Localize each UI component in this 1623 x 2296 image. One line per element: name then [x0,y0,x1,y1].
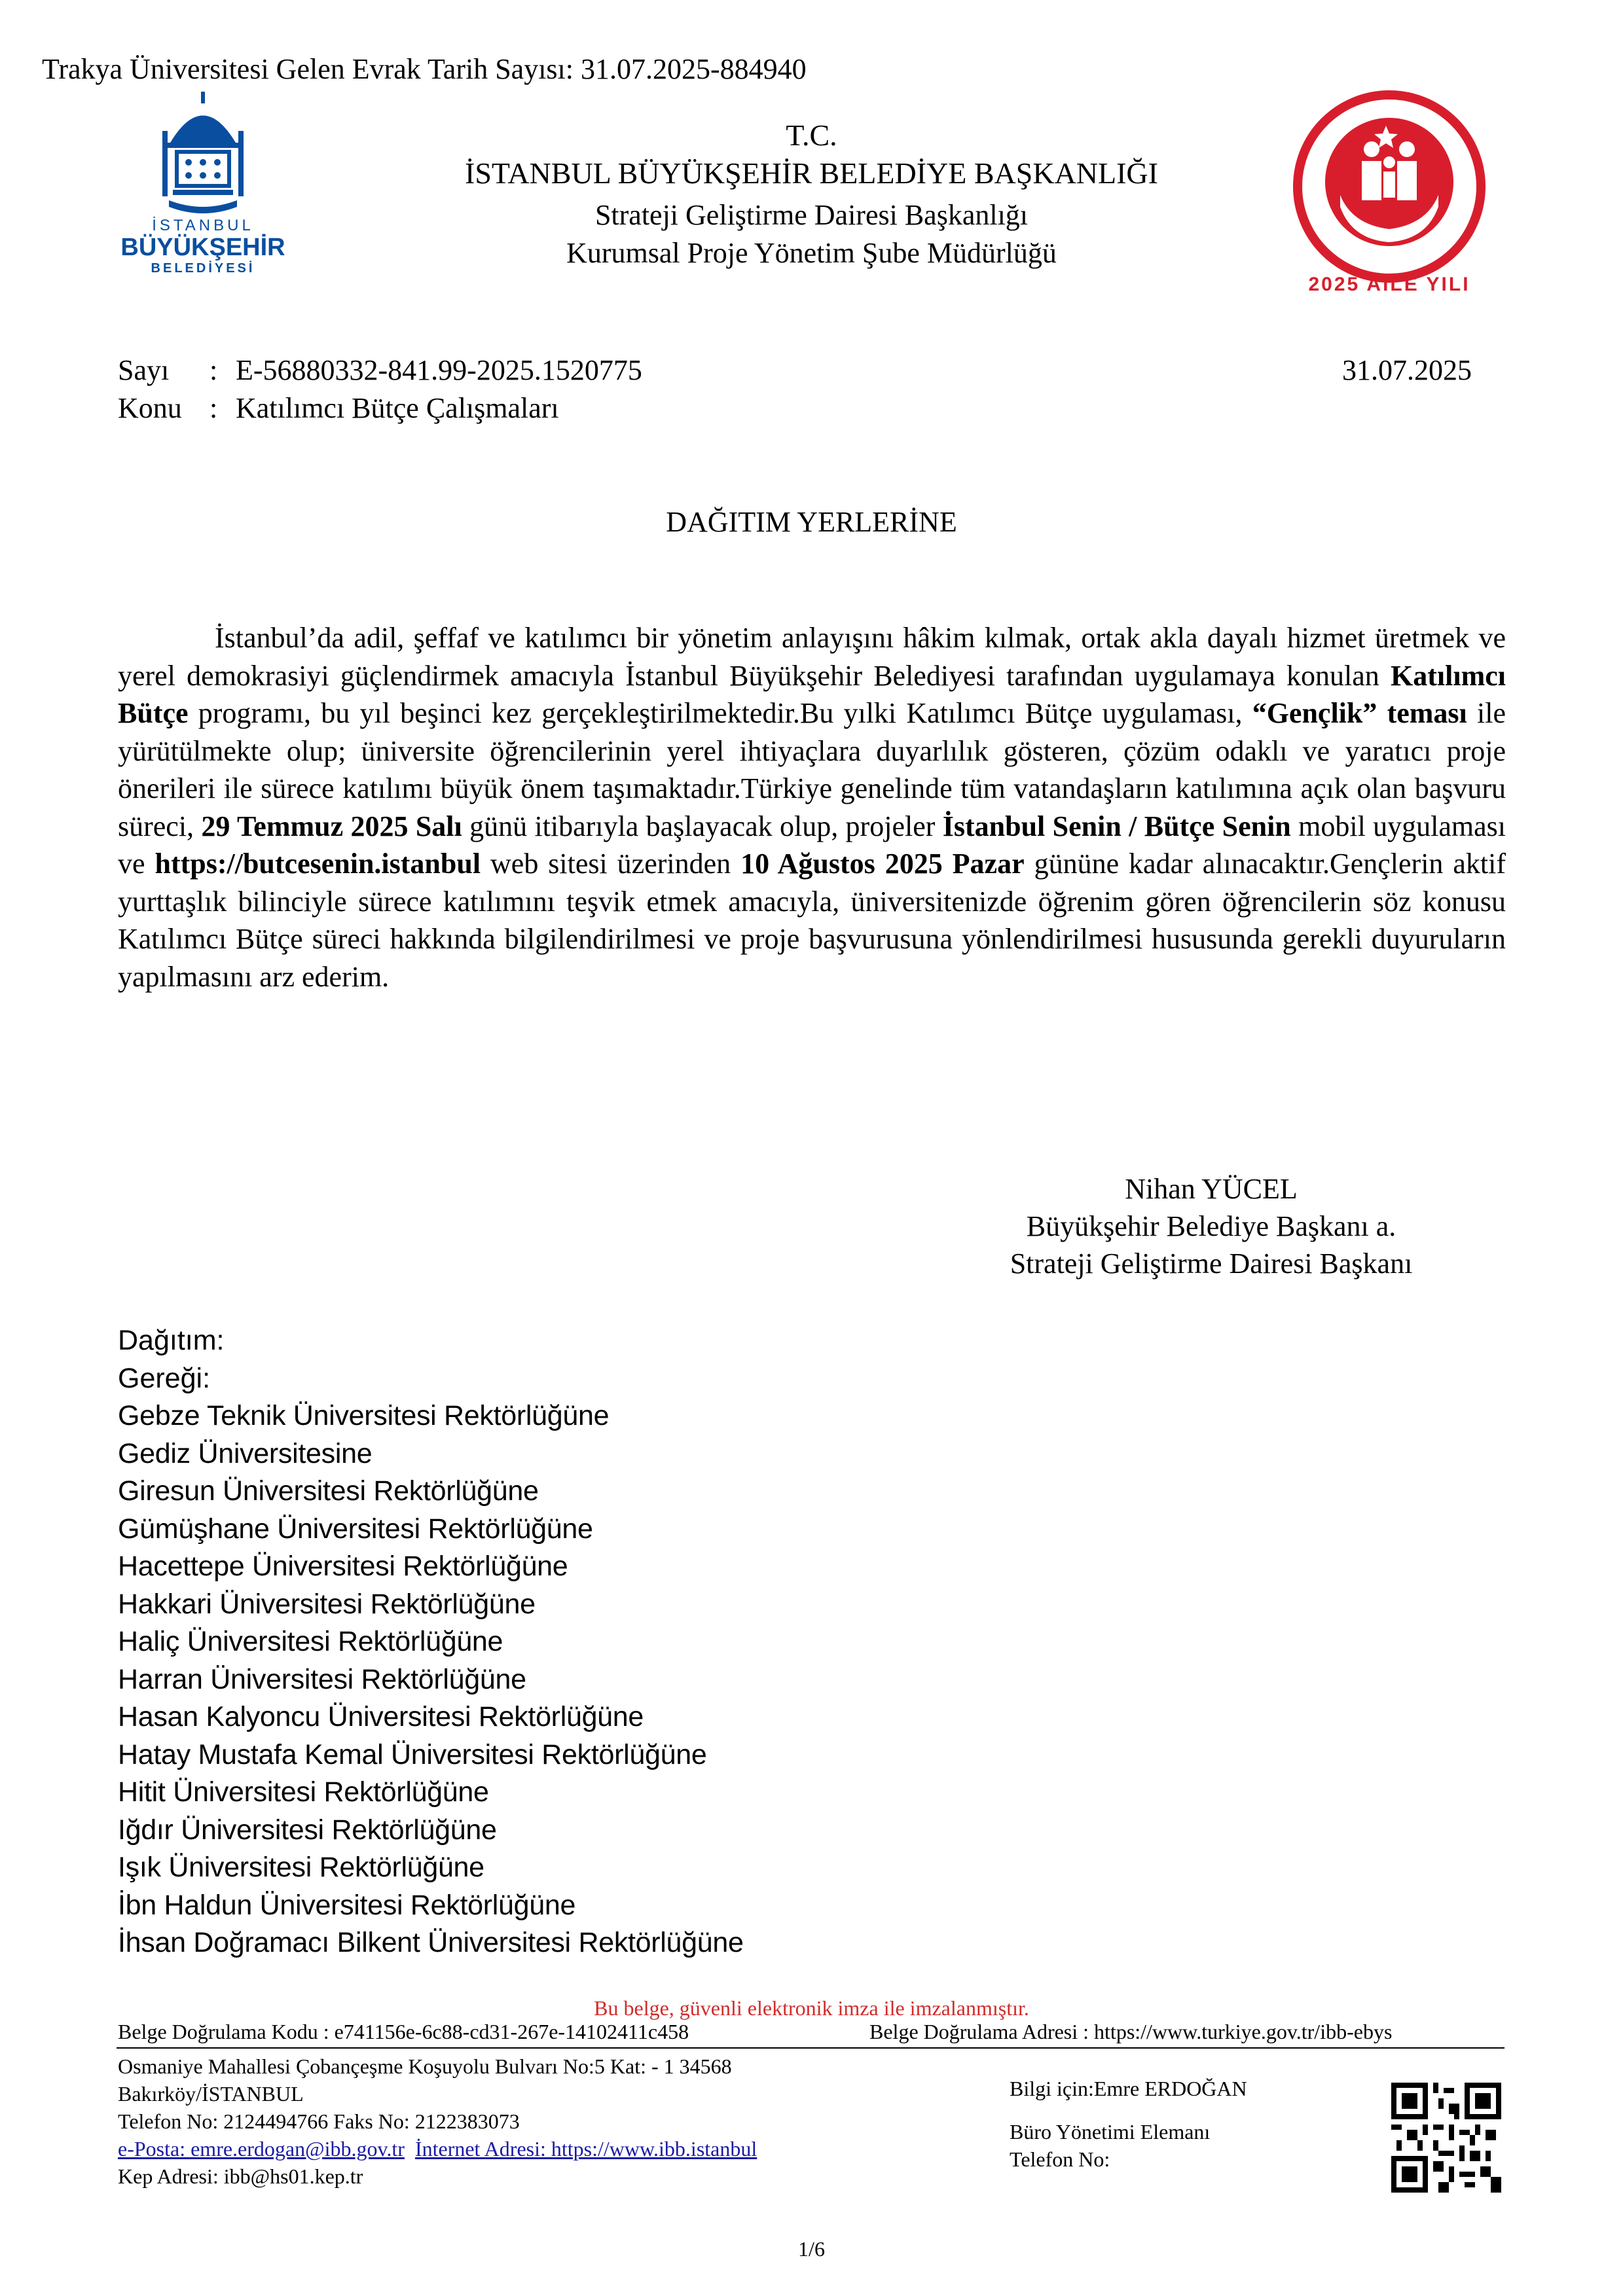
incoming-document-stamp: Trakya Üniversitesi Gelen Evrak Tarih Sayısı: 31.07.2025-884940 [42,53,807,85]
distribution-item: Haliç Üniversitesi Rektörlüğüne [118,1626,503,1657]
body-bold-end-date: 10 Ağustos 2025 Pazar [740,848,1025,880]
logo-text-belediyesi: BELEDİYESİ [151,261,255,275]
header-department: Strateji Geliştirme Dairesi Başkanlığı [594,199,1029,231]
subject-row [118,391,559,425]
verification-address: Belge Doğrulama Adresi : https://www.turkiye.gov.tr/ibb-ebys [869,2020,1393,2043]
info-contact-phone: Telefon No: [1010,2147,1110,2171]
body-text-1: İstanbul’da adil, şeffaf ve katılımcı bir yönetim anlayışını hâkim kılmak, ortak akla dayalı hizmet üretmek ve yerel demokrasiyi güçlendirmek amacıyla İstanbul Büyükşehir Belediyesi tarafından uygulamaya konulan [118,622,1506,692]
footer-divider [117,2047,1504,2049]
distribution-item: Hakkari Üniversitesi Rektörlüğüne [118,1588,536,1620]
signer-name: Nihan YÜCEL [1125,1173,1298,1205]
web-link[interactable]: İnternet Adresi: https://www.ibb.istanbul [414,2137,757,2161]
distribution-item: Iğdır Üniversitesi Rektörlüğüne [118,1814,497,1846]
addressee: DAĞITIM YERLERİNE [666,506,957,538]
signature-block [917,1170,1506,1282]
signer-title-2: Strateji Geliştirme Dairesi Başkanı [1010,1247,1413,1280]
header-institution: İSTANBUL BÜYÜKŞEHİR BELEDİYE BAŞKANLIĞI [465,156,1158,190]
body-text-4: günü itibarıyla başlayacak olup, projeler [462,810,943,842]
phone-fax: Telefon No: 2124494766 Faks No: 2122383073 [118,2109,520,2133]
document-number-row [118,353,642,387]
distribution-item: Işık Üniversitesi Rektörlüğüne [118,1852,484,1883]
distribution-item: Hacettepe Üniversitesi Rektörlüğüne [118,1551,568,1582]
body-bold-app-name: İstanbul Senin / Bütçe Senin [942,810,1291,842]
page-number: 1/6 [798,2237,825,2261]
distribution-item: Gediz Üniversitesine [118,1437,373,1469]
distribution-item: Gümüşhane Üniversitesi Rektörlüğüne [118,1513,593,1545]
body-text-3: ile yürütülmekte olup; üniversite öğrencilerinin yerel ihtiyaçlara duyarlılık gösteren, çözüm odaklı ve yaratıcı proje önerileri ile sürece katılımı büyük önem taşımaktadır.Türkiye genelinde tüm vatandaşların katılımına açık olan başvuru süreci, [118,697,1506,842]
konu-label: Konu [118,392,182,424]
esign-notice: Bu belge, güvenli elektronik imza ile imzalanmıştır. [594,1996,1029,2020]
header-unit: Kurumsal Proje Yönetim Şube Müdürlüğü [566,237,1057,269]
distribution-item: İhsan Doğramacı Bilkent Üniversitesi Rektörlüğüne [118,1927,744,1958]
distribution-item: Gebze Teknik Üniversitesi Rektörlüğüne [118,1400,610,1431]
body-bold-start-date: 29 Temmuz 2025 Salı [201,810,462,842]
header-tc: T.C. [786,118,837,152]
sayi-label: Sayı [118,354,170,386]
body-bold-website: https://butcesenin.istanbul [155,848,481,880]
signer-title-1: Büyükşehir Belediye Başkanı a. [1026,1210,1396,1242]
body-text-6: web sitesi üzerinden [481,848,741,880]
sayi-colon: : [210,354,218,386]
email-link[interactable]: e-Posta: emre.erdogan@ibb.gov.tr [118,2137,405,2161]
info-contact-role: Büro Yönetimi Elemanı [1010,2120,1211,2144]
aile-yili-text: 2025 AİLE YILI [1308,274,1470,295]
address-line-2: Bakırköy/İSTANBUL [118,2082,304,2106]
footer-contact [118,2053,757,2190]
distribution-item: İbn Haldun Üniversitesi Rektörlüğüne [118,1889,576,1921]
body-text-5: mobil uygulaması ve [118,810,1506,880]
konu-colon: : [210,392,218,424]
distribution-sublabel: Gereği: [118,1362,211,1394]
distribution-item: Hatay Mustafa Kemal Üniversitesi Rektörlüğüne [118,1738,707,1770]
distribution-label: Dağıtım: [118,1325,225,1356]
body-bold-theme: “Gençlik” teması [1252,697,1467,729]
qr-code-graphic [1391,2083,1501,2193]
info-contact-name: Bilgi için:Emre ERDOĞAN [1010,2077,1247,2100]
distribution-list [118,1322,744,1962]
body-bold-program: Katılımcı Bütçe [118,659,1506,729]
body-paragraph [118,619,1506,996]
sayi-value: E-56880332-841.99-2025.1520775 [236,354,642,386]
verification-code: Belge Doğrulama Kodu : e741156e-6c88-cd31-267e-14102411c458 [118,2020,689,2043]
konu-value: Katılımcı Bütçe Çalışmaları [236,392,559,424]
distribution-item: Harran Üniversitesi Rektörlüğüne [118,1663,526,1695]
distribution-item: Hasan Kalyoncu Üniversitesi Rektörlüğüne [118,1701,644,1732]
distribution-item: Hitit Üniversitesi Rektörlüğüne [118,1776,489,1808]
body-text-7: gününe kadar alınacaktır.Gençlerin aktif yurttaşlık bilinciyle sürece katılımını teşvik etmek amacıyla, üniversitenizde öğrenim gören öğrencilerin söz konusu Katılımcı Bütçe süreci hakkında bilgilendirilmesi ve proje başvurusuna yönlendirilmesi hususunda gerekli duyuruların yapılmasını arz ederim. [118,848,1506,993]
logo-text-buyuksehir: BÜYÜKŞEHİR [120,234,285,261]
document-date: 31.07.2025 [1342,354,1472,386]
qr-code-icon [1391,2083,1501,2193]
address-line-1: Osmaniye Mahallesi Çobançeşme Koşuyolu Bulvarı No:5 Kat: - 1 34568 [118,2054,732,2078]
body-text-2: programı, bu yıl beşinci kez gerçekleştirilmektedir.Bu yılki Katılımcı Bütçe uygulaması, [188,697,1252,729]
distribution-item: Giresun Üniversitesi Rektörlüğüne [118,1475,539,1507]
logo-text-istanbul: İSTANBUL [152,217,254,234]
kep-address: Kep Adresi: ibb@hs01.kep.tr [118,2164,363,2188]
